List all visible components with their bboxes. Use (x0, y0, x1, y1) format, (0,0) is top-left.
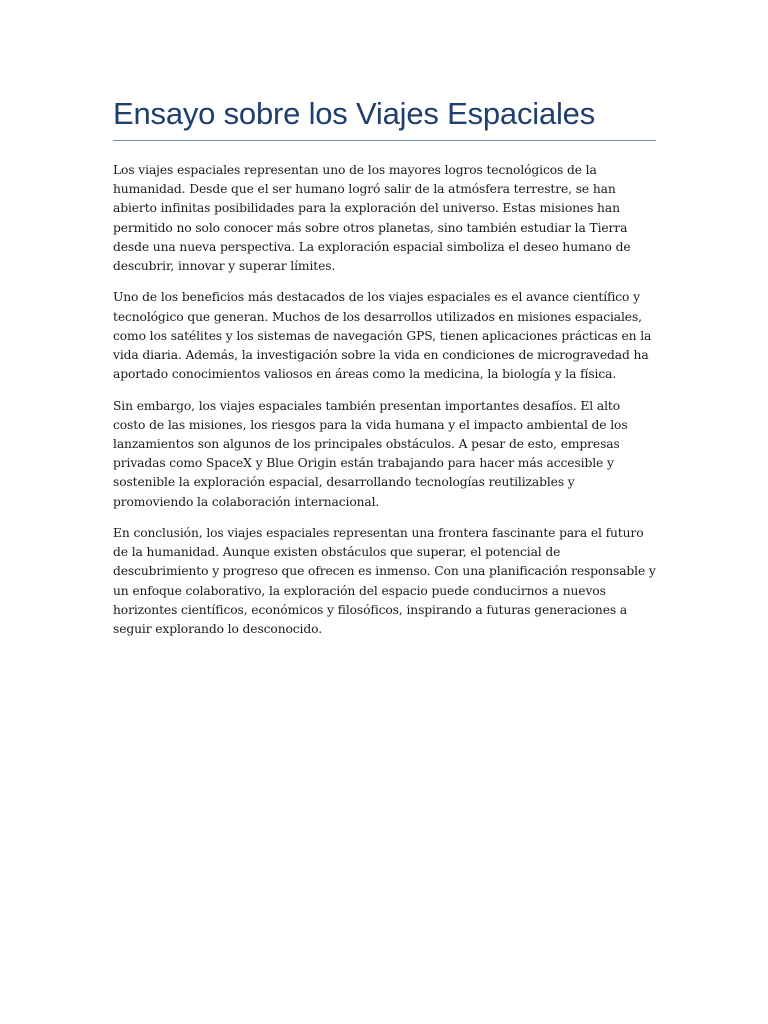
paragraph-benefits: Uno de los beneficios más destacados de los viajes espaciales es el avance científico y tecnológico que generan. Muchos de los desarrollos utilizados en misiones espaciales, como los satélites y los sistemas de navegación GPS, tienen aplicaciones prácticas en la vida diaria. Además, la investigación sobre la vida en condiciones de microgravedad ha aportado conocimientos valiosos en áreas como la medicina, la biología y la física. (113, 290, 652, 382)
paragraph-introduction: Los viajes espaciales representan uno de los mayores logros tecnológicos de la humanidad. Desde que el ser humano logró salir de la atmósfera terrestre, se han abierto infinitas posibilidades para la exploración del universo. Estas misiones han permitido no solo conocer más sobre otros planetas, sino también estudiar la Tierra desde una nueva perspectiva. La exploración espacial simboliza el deseo humano de descubrir, innovar y superar límites. (113, 163, 631, 274)
document-body (113, 94, 656, 651)
paragraph-challenges: Sin embargo, los viajes espaciales también presentan importantes desafíos. El alto costo de las misiones, los riesgos para la vida humana y el impacto ambiental de los lanzamientos son algunos de los principales obstáculos. A pesar de esto, empresas privadas como SpaceX y Blue Origin están trabajando para hacer más accesible y sostenible la exploración espacial, desarrollando tecnologías reutilizables y promoviendo la colaboración internacional. (113, 398, 628, 509)
title-underline (113, 140, 656, 141)
paragraph-conclusion: En conclusión, los viajes espaciales representan una frontera fascinante para el futuro de la humanidad. Aunque existen obstáculos que superar, el potencial de descubrimiento y progreso que ofrecen es inmenso. Con una planificación responsable y un enfoque colaborativo, la exploración del espacio puede conducirnos a nuevos horizontes científicos, económicos y filosóficos, inspirando a futuras generaciones a seguir explorando lo desconocido. (113, 526, 656, 637)
document-title: Ensayo sobre los Viajes Espaciales (113, 96, 596, 131)
